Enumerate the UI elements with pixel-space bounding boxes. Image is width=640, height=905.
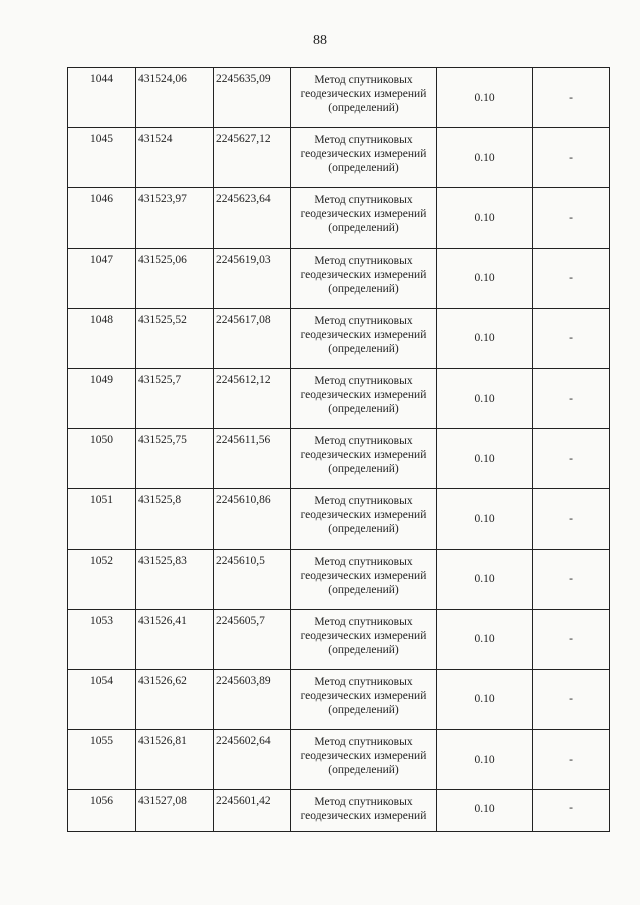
table-row [68,669,610,729]
page-number: 88 [313,33,327,48]
table-row [68,248,610,308]
method-line: геодезических измерений [300,388,427,401]
method-line: (определений) [328,463,399,476]
point-number: 1054 [68,669,136,729]
point-number: 1053 [68,609,136,669]
method-line: Метод спутниковых [314,254,413,267]
method-line: Метод спутниковых [314,374,413,387]
coordinate-y: 2245635,09 [214,68,291,128]
accuracy: 0.10 [437,790,533,832]
method-line: Метод спутниковых [314,314,413,327]
table-row [68,790,610,832]
coordinate-x: 431525,7 [136,368,214,428]
method-line: Метод спутниковых [314,736,413,749]
table-row [68,188,610,248]
method-cell [291,669,437,729]
note: - [533,609,610,669]
coordinate-x: 431525,8 [136,489,214,549]
coordinate-x: 431527,08 [136,790,214,832]
table-row [68,308,610,368]
method-line: геодезических измерений [300,449,427,462]
method-line: Метод спутниковых [314,675,413,688]
method-line: (определений) [328,162,399,175]
note: - [533,730,610,790]
method-line: геодезических измерений [300,328,427,341]
coordinate-x: 431525,06 [136,248,214,308]
coordinate-y: 2245610,86 [214,489,291,549]
method-cell [291,68,437,128]
coordinate-y: 2245623,64 [214,188,291,248]
method-line: геодезических измерений [300,268,427,281]
method-cell [291,308,437,368]
coordinate-x: 431523,97 [136,188,214,248]
coordinate-x: 431525,75 [136,429,214,489]
table-row [68,489,610,549]
method-cell [291,128,437,188]
method-line: Метод спутниковых [314,555,413,568]
accuracy: 0.10 [437,549,533,609]
coordinate-y: 2245603,89 [214,669,291,729]
method-line: Метод спутниковых [314,796,413,809]
coordinate-y: 2245605,7 [214,609,291,669]
note: - [533,308,610,368]
note: - [533,248,610,308]
point-number: 1048 [68,308,136,368]
method-line: геодезических измерений [300,689,427,702]
coordinate-y: 2245602,64 [214,730,291,790]
note: - [533,188,610,248]
point-number: 1052 [68,549,136,609]
coordinate-x: 431526,81 [136,730,214,790]
method-line: Метод спутниковых [314,74,413,86]
method-cell [291,248,437,308]
method-line: геодезических измерений [300,629,427,642]
note: - [533,429,610,489]
method-cell [291,609,437,669]
method-cell [291,730,437,790]
note: - [533,128,610,188]
note: - [533,368,610,428]
method-line: геодезических измерений [300,750,427,763]
accuracy: 0.10 [437,489,533,549]
method-cell [291,429,437,489]
note: - [533,68,610,128]
coordinate-y: 2245617,08 [214,308,291,368]
coordinate-y: 2245627,12 [214,128,291,188]
method-cell [291,368,437,428]
table-row [68,730,610,790]
table-row [68,549,610,609]
point-number: 1050 [68,429,136,489]
table-row [68,368,610,428]
method-line: геодезических измерений [300,569,427,582]
coordinate-x: 431524,06 [136,68,214,128]
coordinate-x: 431526,41 [136,609,214,669]
note: - [533,489,610,549]
accuracy: 0.10 [437,368,533,428]
point-number: 1049 [68,368,136,428]
method-line: (определений) [328,402,399,415]
note: - [533,549,610,609]
method-line: Метод спутниковых [314,134,413,147]
accuracy: 0.10 [437,429,533,489]
method-cell [291,790,437,832]
method-cell [291,489,437,549]
coordinates-table [67,67,610,832]
table-row [68,128,610,188]
note: - [533,790,610,832]
method-line: (определений) [328,583,399,596]
method-line: геодезических измерений [300,208,427,221]
coordinate-y: 2245601,42 [214,790,291,832]
accuracy: 0.10 [437,188,533,248]
method-line: Метод спутниковых [314,194,413,207]
coordinate-x: 431526,62 [136,669,214,729]
point-number: 1046 [68,188,136,248]
method-line: Метод спутниковых [314,435,413,448]
method-line: (определений) [328,643,399,656]
point-number: 1044 [68,68,136,128]
method-line: (определений) [328,102,399,114]
coordinate-x: 431524 [136,128,214,188]
point-number: 1051 [68,489,136,549]
accuracy: 0.10 [437,730,533,790]
table-body [68,68,610,832]
method-cell [291,549,437,609]
coordinate-y: 2245610,5 [214,549,291,609]
table-row [68,68,610,128]
point-number: 1055 [68,730,136,790]
accuracy: 0.10 [437,128,533,188]
method-line: геодезических измерений [300,148,427,161]
method-cell [291,188,437,248]
accuracy: 0.10 [437,68,533,128]
method-line: (определений) [328,523,399,536]
method-line: геодезических измерений [300,509,427,522]
table-row [68,429,610,489]
point-number: 1056 [68,790,136,832]
accuracy: 0.10 [437,669,533,729]
method-line: Метод спутниковых [314,495,413,508]
method-line: (определений) [328,222,399,235]
accuracy: 0.10 [437,609,533,669]
method-line: (определений) [328,282,399,295]
coordinate-y: 2245619,03 [214,248,291,308]
method-line: (определений) [328,703,399,716]
point-number: 1045 [68,128,136,188]
method-line: геодезических измерений [300,810,427,823]
table-row [68,609,610,669]
coordinate-x: 431525,52 [136,308,214,368]
coordinate-x: 431525,83 [136,549,214,609]
coordinate-y: 2245611,56 [214,429,291,489]
method-line: Метод спутниковых [314,615,413,628]
accuracy: 0.10 [437,308,533,368]
note: - [533,669,610,729]
coordinate-y: 2245612,12 [214,368,291,428]
point-number: 1047 [68,248,136,308]
method-line: (определений) [328,342,399,355]
accuracy: 0.10 [437,248,533,308]
method-line: геодезических измерений [300,88,427,100]
method-line: (определений) [328,764,399,777]
